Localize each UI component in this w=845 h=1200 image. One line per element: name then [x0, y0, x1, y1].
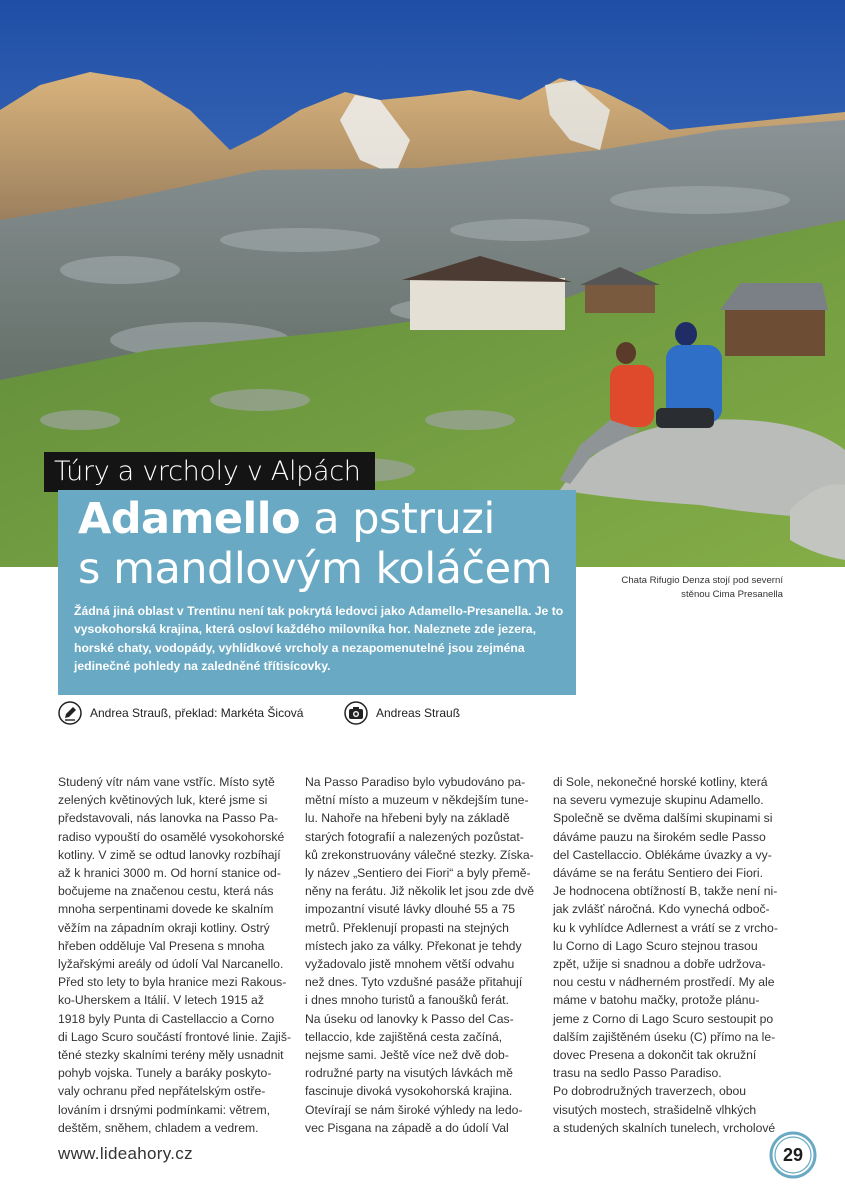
body-line: máme v batohu mačky, protože plánu-	[553, 993, 760, 1008]
body-line: zpět, užije si snadnou a dobře udržova-	[553, 957, 766, 972]
body-line: lu. Nahoře na hřebeni byly na základě	[305, 811, 510, 826]
body-line: Studený vítr nám vane vstříc. Místo sytě	[58, 775, 275, 789]
body-line: Je hodnocena obtížností B, takže není ni-	[553, 884, 778, 899]
body-line: jeme z Corno di Lago Scuro sestoupit po	[553, 1011, 774, 1026]
lead-paragraph: Žádná jiná oblast v Trentinu není tak pokrytá ledovci jako Adamello-Presanella. Je to vysokohorská krajina, která osloví každého milovníka hor. Naleznete zde jezera, horské chaty, vodopády, vyhlídkové vrcholy a nezapomenutelné jsou zejména jedinečné pohledy na zaledněné třítisícovky.	[74, 604, 564, 674]
photo-credit-label: Andreas Strauß	[376, 706, 461, 720]
body-line: lyžařskými areály od údolí Val Narcanello.	[58, 957, 284, 972]
body-line: Před sto lety to byla hranice mezi Rakous-	[58, 975, 287, 990]
camera-icon	[344, 701, 368, 725]
body-line: dovec Presena a dokončit tak okružní	[553, 1048, 757, 1063]
body-line: Na úseku od lanovky k Passo del Cas-	[305, 1011, 514, 1026]
body-line: mětní místo a muzeum v někdejším tune-	[305, 793, 529, 808]
body-line: něny na ferátu. Již několik let jsou zde dvě	[305, 884, 534, 899]
body-line: ko-Uherskem a Itálií. V letech 1915 až	[58, 993, 264, 1008]
body-line: lováním i drsnými podmínkami: větrem,	[58, 1102, 270, 1117]
body-line: mnoha serpentinami dovede ke skalním	[58, 902, 274, 917]
body-line: hřeben odděluje Val Presena s mnoha	[58, 938, 265, 953]
page-number: 29	[782, 1145, 804, 1165]
body-line: Otevírají se nám široké výhledy na ledo-	[305, 1102, 523, 1117]
body-line: místech jako za války. Překonat je tehdy	[305, 938, 522, 953]
body-line: del Castellaccio. Oblékáme úvazky a vy-	[553, 847, 772, 862]
body-line: fascinuje divoká vysokohorská krajina.	[305, 1084, 513, 1099]
body-column-2	[305, 773, 537, 1137]
body-line: di Lago Scuro součástí frontové linie. Zajiš-	[58, 1029, 292, 1044]
body-line: rodružné party na visutých lávkách mě	[305, 1066, 513, 1081]
body-column-3	[553, 773, 785, 1137]
body-line: Společně se dvěma dalšími skupinami si	[553, 811, 773, 826]
body-line: Na Passo Paradiso bylo vybudováno pa-	[305, 775, 526, 789]
body-line: valy ochranu před nepřátelským ostře-	[58, 1084, 266, 1099]
body-line: až k hranici 3000 m. Od horní stanice od-	[58, 866, 281, 881]
body-line: dáváme pauzu na širokém sedle Passo	[553, 829, 766, 844]
body-line: Po dobrodružných traverzech, obou	[553, 1084, 747, 1099]
body-line: i dnes mnoho turistů a fanoušků ferát.	[305, 993, 509, 1008]
body-line: jak zvlášť náročná. Kdo vynechá odboč-	[553, 902, 770, 917]
body-line: dáváme se na ferátu Sentiero dei Fiori.	[553, 866, 764, 881]
body-line: trasu na sedlo Passo Paradiso.	[553, 1066, 722, 1081]
title-box	[58, 490, 576, 695]
photo-credit	[344, 700, 460, 726]
body-line: zelených květinových luk, které jsme si	[58, 793, 268, 808]
body-line: nou cestu v nádherném prostředí. My ale	[553, 975, 775, 990]
body-line: a studených skalních tunelech, vrcholové	[553, 1120, 776, 1135]
article-title	[78, 494, 578, 594]
body-line: kotliny. V zimě se odtud lanovky rozbíhají	[58, 847, 281, 862]
body-line: ly název „Sentiero dei Fiori“ a byly přemě-	[305, 866, 531, 881]
body-line: vyžadovalo jistě mnohem větší odvahu	[305, 957, 515, 972]
photo-caption	[583, 574, 783, 602]
body-line: věžím na západním okraji kotliny. Ostrý	[58, 920, 270, 935]
pen-icon	[58, 701, 82, 725]
text-credit	[58, 700, 303, 726]
body-line: představovali, nás lanovka na Passo Pa-	[58, 811, 279, 826]
body-line: radiso vypouští do osamělé vysokohorské	[58, 829, 285, 844]
body-line: starých fotografií a nalezených pozůstat-	[305, 829, 524, 844]
body-line: pohyb vojska. Tunely a baráky poskyto-	[58, 1066, 272, 1081]
title-bold: Adamello	[78, 494, 301, 544]
body-line: di Sole, nekonečné horské kotliny, která	[553, 775, 768, 789]
text-credit-label: Andrea Strauß, překlad: Markéta Šicová	[90, 706, 304, 720]
body-line: metrů. Překlenují propasti na stejných	[305, 920, 509, 935]
body-column-1	[58, 773, 290, 1137]
body-line: tellaccio, kde zajištěná cesta začíná,	[305, 1029, 503, 1044]
caption-line-2: stěnou Cima Presanella	[681, 589, 783, 600]
body-line: na severu vymezuje skupinu Adamello.	[553, 793, 764, 808]
body-line: impozantní visuté lávky dlouhé 55 a 75	[305, 902, 516, 917]
series-label: Túry a vrcholy v Alpách	[44, 452, 375, 492]
title-line1-rest: a pstruzi	[300, 494, 495, 544]
body-line: ků zrekonstruovány válečné stezky. Získa-	[305, 847, 534, 862]
body-line: lu Corno di Lago Scuro stejnou trasou	[553, 938, 758, 953]
body-line: 1918 byly Punta di Castellaccio a Corno	[58, 1011, 275, 1026]
body-line: dalším zajištěném úseku (C) přímo na le-	[553, 1029, 776, 1044]
caption-line-1: Chata Rifugio Denza stojí pod severní	[621, 575, 783, 586]
body-line: těné stezky skalními terény měly usnadnit	[58, 1048, 284, 1063]
body-line: vec Pisgana na západě a do údolí Val	[305, 1120, 509, 1135]
body-line: než dnes. Tyto vzdušné pasáže přitahují	[305, 975, 523, 990]
body-line: ku k vyhlídce Adlernest a vrátí se z vrcho-	[553, 920, 778, 935]
body-line: deštěm, sněhem, chladem a vedrem.	[58, 1120, 259, 1135]
website-url: www.lideahory.cz	[58, 1144, 193, 1163]
body-line: visutých mostech, strašidelně vlhkých	[553, 1102, 757, 1117]
body-line: nejsme sami. Ještě více než dvě dob-	[305, 1048, 509, 1063]
body-line: bočujeme na značenou cestu, která nás	[58, 884, 274, 899]
title-line2: s mandlovým koláčem	[78, 544, 553, 594]
